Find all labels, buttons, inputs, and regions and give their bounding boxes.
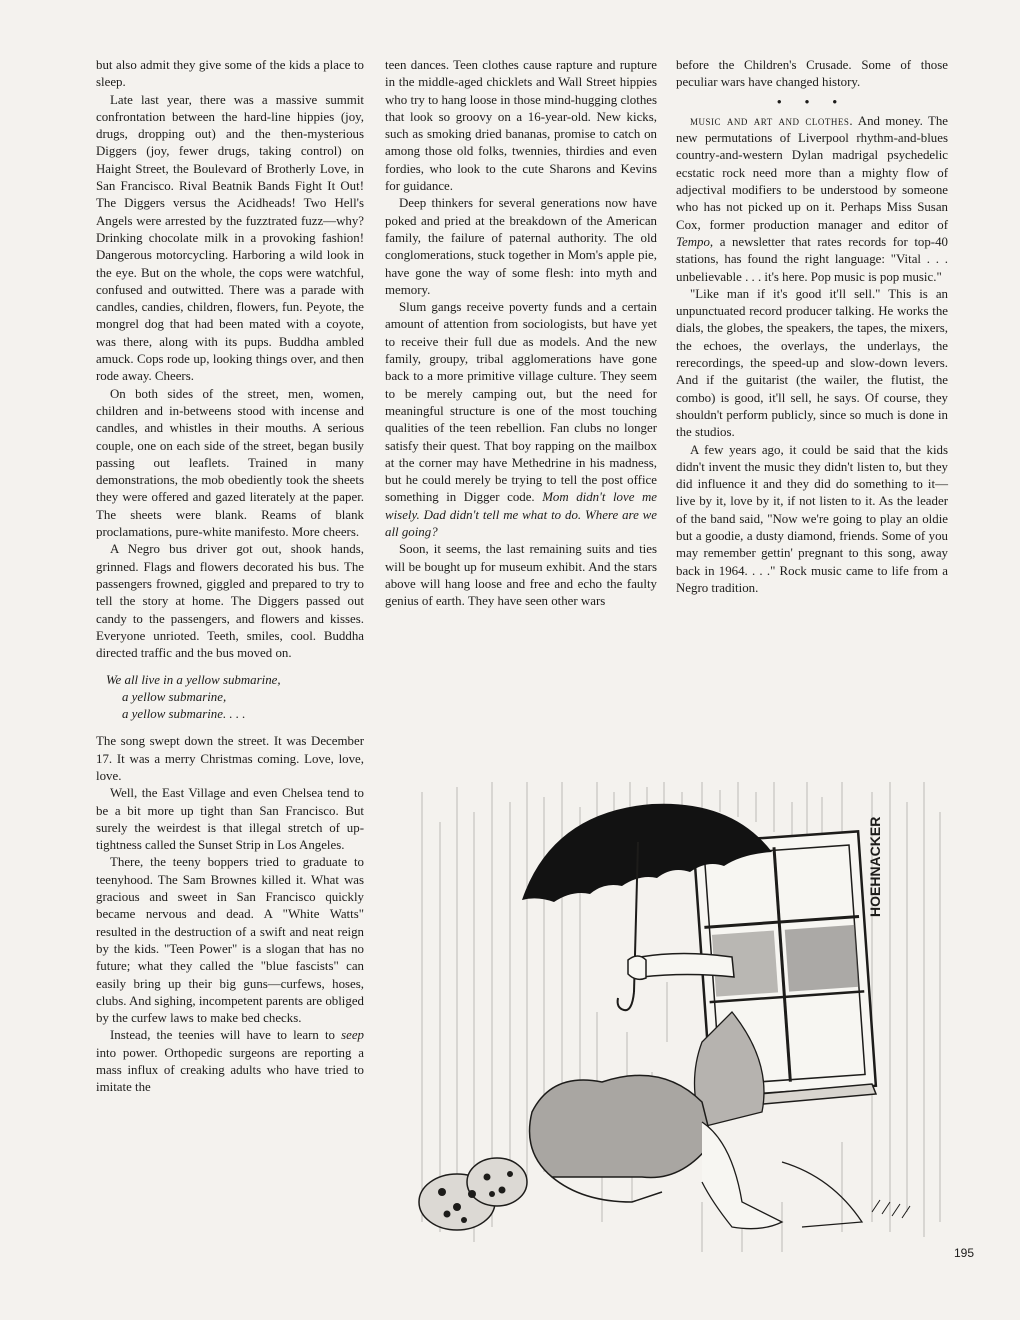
paragraph <box>96 1027 364 1096</box>
cartoon-illustration <box>402 782 947 1262</box>
arm <box>628 954 734 980</box>
song-lyric-verse <box>106 672 364 723</box>
text-run: into power. Orthopedic surgeons are reporting a mass influx of creaking adults who have tried to imitate the <box>96 1045 364 1095</box>
verse-line: We all live in a yellow submarine, <box>106 673 281 688</box>
artist-signature: HOEHNACKER <box>867 816 883 917</box>
paragraph: Soon, it seems, the last remaining suits and ties will be bought up for museum exhibit. And the stars above will hang loose and free and echo the faulty genius of earth. They have seen other wars <box>385 542 657 609</box>
paragraph: Late last year, there was a massive summit confrontation between the hard-line hippies (joy, drugs, dropping out) and the then-mysterious Diggers (joy, fewer drugs, taking control) on Haight Street, the Boulevard of Brotherly Love, in San Francisco. Rival Beatnik Bands Fight It Out! The Diggers versus the Acidheads! Two Hell's Angels were arrested by the fuzztrated fuzz—why? Drinking chocolate milk in a provoking fashion! Dangerous motorcycling. Harboring a wild look in the eye. But on the whole, the cops were watchful, confused and outwitted. There was a parade with candles, candies, children, flowers, fun. Peyote, the mongrel dog that had been mated with a coyote, was there, along with its pups. Buddha ambled amuck. Cops rode up, looking things over, and then rode away. Cheers. <box>96 92 364 384</box>
section-separator: • • • <box>777 94 847 109</box>
paragraph: but also admit they give some of the kids a place to sleep. <box>96 58 364 90</box>
paragraph: A Negro bus driver got out, shook hands, grinned. Flags and flowers decorated his bus. The passengers frowned, giggled and prepared to try to tell the story at home. The Diggers passed out candy to the passengers, and flowers and kisses. Everyone unrioted. Teeth, smiles, cool. Buddha directed traffic and the bus moved on. <box>96 542 364 661</box>
text-column-1 <box>96 57 364 1097</box>
verse-line: a yellow submarine. . . . <box>122 707 246 722</box>
paragraph <box>385 299 657 541</box>
paragraph: On both sides of the street, men, women, children and in-betweens stood with incense and candles, and whistles in their mouths. A serious couple, one on each side of the street, began busily passing out leaflets. Trained in many demonstrations, the mob obediently took the sheets they were offered and gazed literately at the paper. The sheets were blank. Reams of blank proclamations, pure-white manifesto. More cheers. <box>96 386 364 540</box>
paragraph: teen dances. Teen clothes cause rapture and rupture in the middle-aged chicklets and Wall Street hippies who try to hang loose in those mind-hugging clothes that look so groovy on a 16-year-old. New kicks, such as smoking dried bananas, promise to catch on among those old folks, twennies, thirdies and even fordies, who look to the cute Sharons and Kevins for guidance. <box>385 58 657 194</box>
paragraph: before the Children's Crusade. Some of those peculiar wars have changed history. <box>676 58 948 90</box>
paragraph: Deep thinkers for several generations now have poked and pried at the breakdown of the American family, the failure of paternal authority. The old conglomerations, stuck together in Mom's apple pie, have gone the way of some flesh: into myth and memory. <box>385 196 657 297</box>
paragraph: A few years ago, it could be said that the kids didn't invent the music they didn't listen to, but they did influence it and they did do something to it—live by it, love by it, if not listen to it. As the leader of the band said, "Now we're going to play an oldie but a goodie, a dusty diamond, friends. Some of you may remember gettin' pregnant to this song, away back in 1964. . . ." Rock music came to life from a Negro tradition. <box>676 442 948 595</box>
verse-line: a yellow submarine, <box>122 690 227 705</box>
emphasis: seep <box>341 1028 364 1043</box>
paragraph: The song swept down the street. It was December 17. It was a merry Christmas coming. Love, love, love. <box>96 734 364 783</box>
paragraph: "Like man if it's good it'll sell." This is an unpunctuated record producer talking. He works the dials, the globes, the speakers, the tapes, the mixers, the echoes, the overlays, the underlays, the rerecordings, the speed-up and slow-down levers. And if the guitarist (the wailer, the flutist, the combo) is good, it'll sell, he says. Of course, they shouldn't perform publicly, since so much is done in the studios. <box>676 286 948 440</box>
paragraph: Well, the East Village and even Chelsea tend to be a bit more up tight than San Francisco. But surely the weirdest is that illegal stretch of up-tightness called the Sunset Strip in Los Angeles. <box>96 786 364 853</box>
ground-marks <box>872 1200 910 1218</box>
paragraph: There, the teeny boppers tried to graduate to teenyhood. The Sam Brownes killed it. What was gracious and sweet in San Francisco quickly became nervous and dead. A "White Watts" resulted in the destruction of a swift and neat reign by the kids. "Teen Power" is a slogan that has no future; what they called the "blue fascists" can easily bring up their big guns—curfews, hoses, clubs. And sighing, incompetent parents are obliged by the curfew laws to make bed checks. <box>96 855 364 1026</box>
page-number: 195 <box>954 1246 975 1260</box>
section-lead-in: music and art and clothes. <box>690 113 854 128</box>
text-column-2 <box>385 57 657 611</box>
emphasis: Tempo, <box>676 234 714 249</box>
text-run: Slum gangs receive poverty funds and a certain amount of attention from sociologists, but have yet to receive their full due as models. And the new family, groupy, tribal agglomerations have gone back to a more primitive village culture. They seem to be merely camping out, but the need for meaningful structure is one of the most touching qualities of the teen rebellion. Fan clubs no longer satisfy their quest. That boy rapping on the mailbox at the corner may have Methedrine in his madness, but he could merely be trying to tell the post office something in Digger code. <box>385 300 657 505</box>
paragraph <box>676 113 948 286</box>
emphasis: Mom didn't love me wisely. Dad didn't tell me what to do. Where are we all going? <box>385 490 658 540</box>
text-run: Instead, the teenies will have to learn to <box>110 1028 342 1043</box>
text-column-3 <box>676 57 948 597</box>
text-run: a newsletter that rates records for top-40 stations, has found the right language: "Vital . . . unbelievable . . . it's here. Pop music is pop music." <box>676 234 948 284</box>
text-run: And money. The new permutations of Liverpool rhythm-and-blues country-and-western Dylan madrigal psychedelic ecstatic rock need more than a mighty flow of adjectival modifiers to be understood by someone who has not picked up on it. Perhaps Miss Susan Cox, former production manager and editor of <box>676 113 948 232</box>
